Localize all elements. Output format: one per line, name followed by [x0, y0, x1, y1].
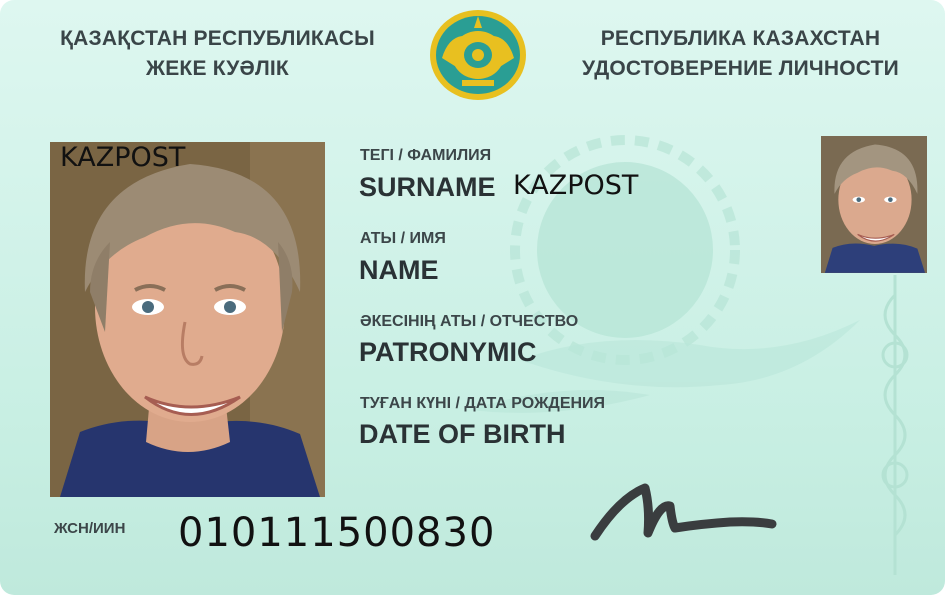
ghost-portrait-icon — [821, 136, 927, 273]
ornament-icon — [860, 275, 930, 575]
name-label: АТЫ / ИМЯ — [360, 230, 446, 247]
name-value: NAME — [359, 255, 439, 285]
portrait-icon — [50, 142, 325, 497]
surname-value: SURNAME — [359, 172, 496, 202]
holder-photo — [50, 142, 325, 497]
iin-label: ЖСН/ИИН — [54, 520, 126, 537]
header-russian — [548, 24, 933, 84]
patronymic-value: PATRONYMIC — [359, 337, 537, 367]
surname-label: ТЕГІ / ФАМИЛИЯ — [360, 147, 492, 164]
header-russian-line2: УДОСТОВЕРЕНИЕ ЛИЧНОСТИ — [582, 57, 899, 80]
header-kazakh-line1: ҚАЗАҚСТАН РЕСПУБЛИКАСЫ — [60, 27, 375, 50]
header-kazakh-line2: ЖЕКЕ КУӘЛІК — [146, 57, 289, 80]
state-emblem-icon — [428, 8, 528, 103]
header-kazakh — [20, 24, 415, 84]
signature-icon — [590, 478, 780, 548]
iin-value: 010111500830 — [178, 510, 496, 556]
ghost-photo — [821, 136, 927, 273]
kazpost-watermark-photo: KAZPOST — [60, 142, 186, 173]
patronymic-label: ӘКЕСІНІҢ АТЫ / ОТЧЕСТВО — [360, 313, 579, 330]
dob-value: DATE OF BIRTH — [359, 419, 566, 449]
header-russian-line1: РЕСПУБЛИКА КАЗАХСТАН — [600, 27, 881, 50]
dob-label: ТУҒАН КҮНІ / ДАТА РОЖДЕНИЯ — [360, 395, 606, 412]
kazpost-watermark-surname: KAZPOST — [513, 170, 639, 201]
